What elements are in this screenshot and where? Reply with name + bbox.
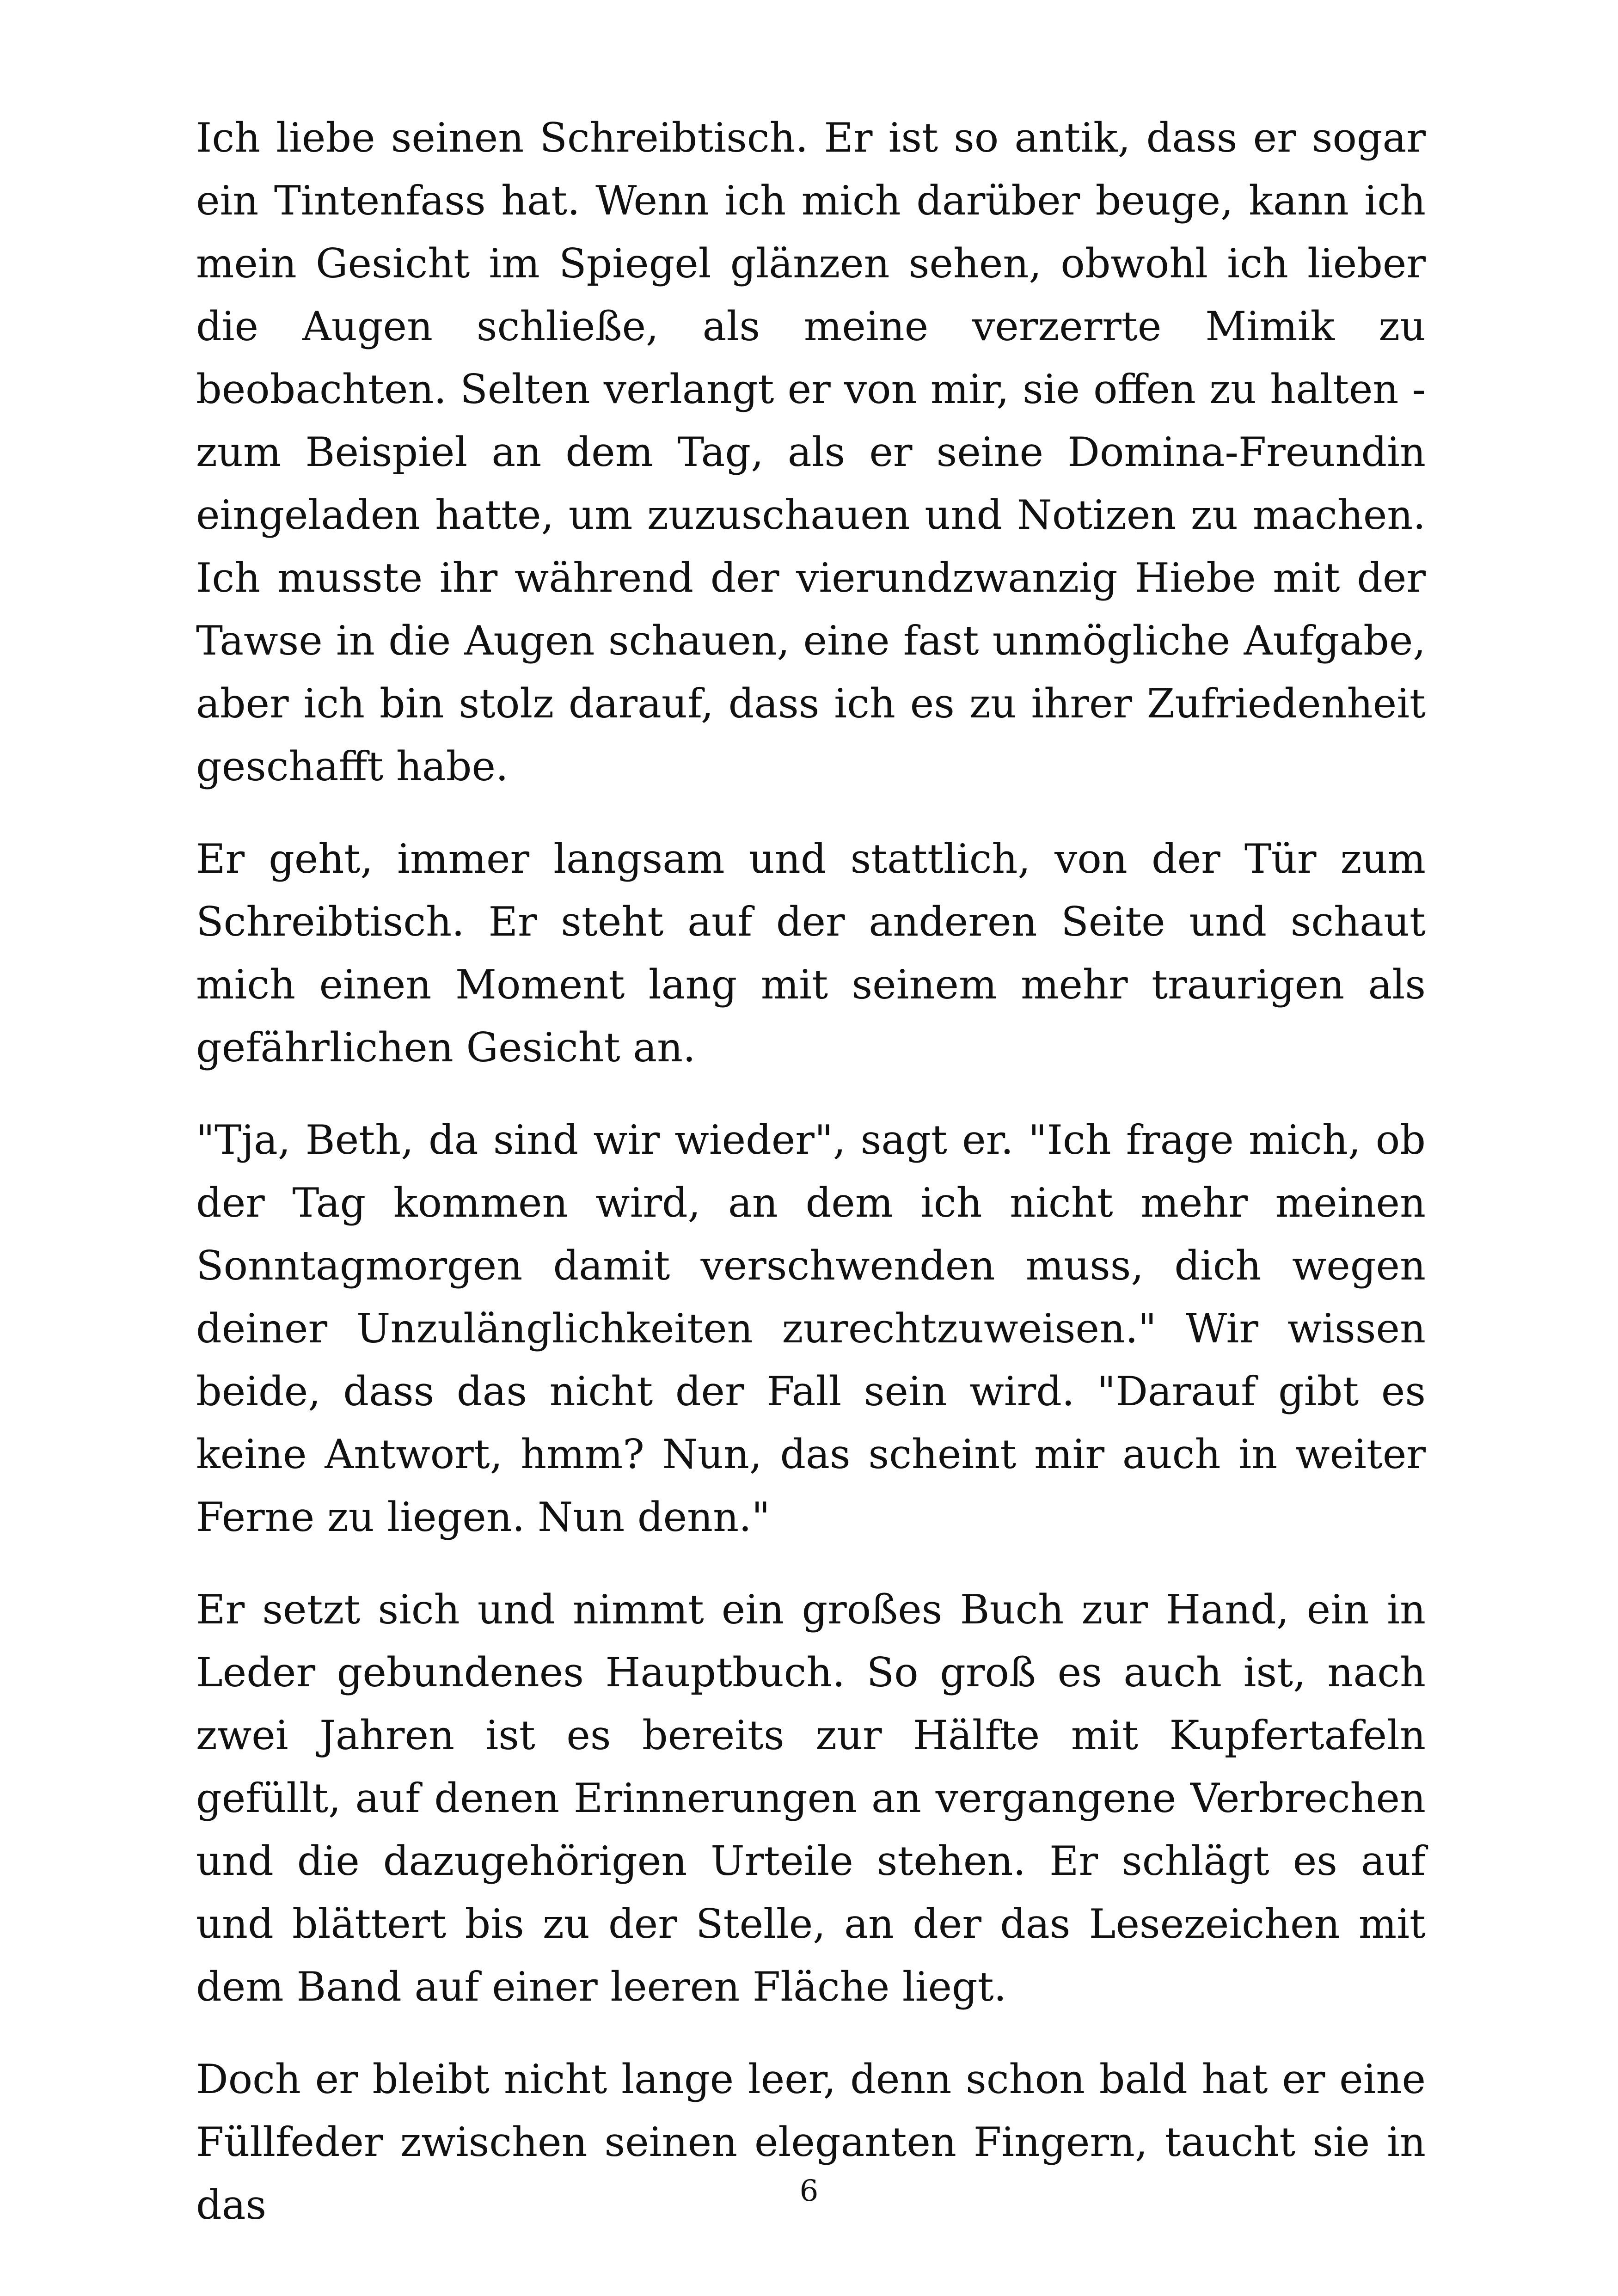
paragraph-2: Er geht, immer langsam und stattlich, von der Tür zum Schreibtisch. Er steht auf der anderen Seite und schaut mich einen Moment lang mit seinem mehr traurigen als gefährlichen Gesicht an. xyxy=(196,835,1426,1071)
page-number: 6 xyxy=(799,2174,819,2208)
paragraph-1: Ich liebe seinen Schreibtisch. Er ist so antik, dass er sogar ein Tintenfass hat. Wenn ich mich darüber beuge, kann ich mein Gesicht im Spiegel glänzen sehen, obwohl ich lieber die Augen schließe, als meine verzerrte Mimik zu beobachten. Selten verlangt er von mir, sie offen zu halten - zum Beispiel an dem Tag, als er seine Domina-Freundin eingeladen hatte, um zuzuschauen und Notizen zu machen. Ich musste ihr während der vierundzwanzig Hiebe mit der Tawse in die Augen schauen, eine fast unmögliche Aufgabe, aber ich bin stolz darauf, dass ich es zu ihrer Zufriedenheit geschafft habe. xyxy=(196,114,1426,790)
body-text xyxy=(196,106,1426,2266)
paragraph-3: "Tja, Beth, da sind wir wieder", sagt er. "Ich frage mich, ob der Tag kommen wird, an dem ich nicht mehr meinen Sonntagmorgen damit verschwenden muss, dich wegen deiner Unzulänglichkeiten zurechtzuweisen." Wir wissen beide, dass das nicht der Fall sein wird. "Darauf gibt es keine Antwort, hmm? Nun, das scheint mir auch in weiter Ferne zu liegen. Nun denn." xyxy=(196,1116,1426,1541)
paragraph-5: Doch er bleibt nicht lange leer, denn schon bald hat er eine Füllfeder zwischen seinen eleganten Fingern, taucht sie in das xyxy=(196,2056,1426,2229)
paragraph-4: Er setzt sich und nimmt ein großes Buch zur Hand, ein in Leder gebundenes Hauptbuch. So groß es auch ist, nach zwei Jahren ist es bereits zur Hälfte mit Kupfertafeln gefüllt, auf denen Erinnerungen an vergangene Verbrechen und die dazugehörigen Urteile stehen. Er schlägt es auf und blättert bis zu der Stelle, an der das Lesezeichen mit dem Band auf einer leeren Fläche liegt. xyxy=(196,1586,1426,2010)
